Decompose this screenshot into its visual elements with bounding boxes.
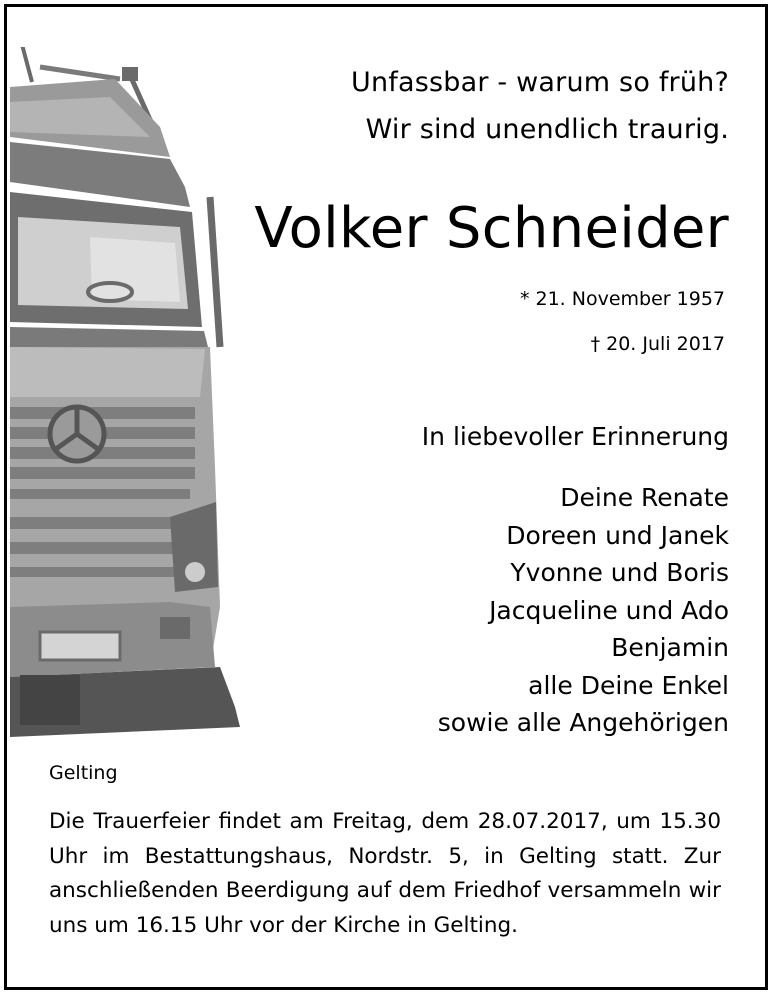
death-date: † 20. Juli 2017 [590,333,725,355]
signer: Doreen und Janek [506,520,729,550]
quote-line: Wir sind unendlich traurig. [365,114,729,145]
opening-quote [351,59,729,153]
signer: Yvonne und Boris [510,558,729,587]
signer: Jacqueline und Ado [489,595,729,625]
signer: Benjamin [611,633,729,662]
life-dates [520,277,725,367]
quote-line: Unfassbar - warum so früh? [350,67,729,98]
funeral-details: Die Trauerfeier findet am Freitag, dem 28.07.2017, um 15.30 Uhr im Bestattungshaus, Nordstr. 5, in Gelting statt. Zur anschließenden Beerdigung auf dem Friedhof versammeln wir uns um 16.15 Uhr vor der Kirche in Gelting. [49,809,721,938]
obituary-notice [4,4,768,990]
place-label: Gelting [49,762,118,784]
birth-date: * 21. November 1957 [519,288,725,310]
signer: sowie alle Angehörigen [437,708,729,737]
memory-line: In liebevoller Erinnerung [421,422,729,451]
signers-list [438,479,729,742]
truck-front-icon [10,47,250,737]
signer: Deine Renate [560,483,729,512]
deceased-name: Volker Schneider [254,196,729,261]
signer: alle Deine Enkel [528,670,729,700]
